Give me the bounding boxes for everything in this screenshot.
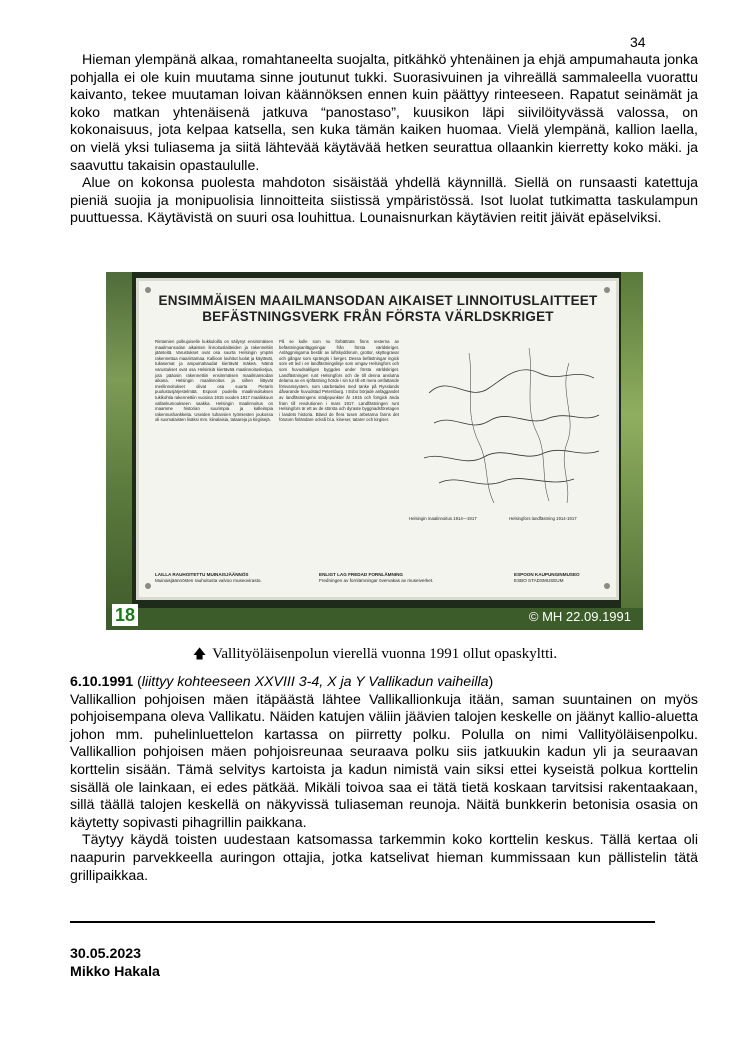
screw-icon xyxy=(145,583,151,589)
screw-icon xyxy=(604,583,610,589)
info-sign xyxy=(136,278,619,600)
photo-copyright: © MH 22.09.1991 xyxy=(528,609,631,624)
sign-footer-sv: ENLIGT LAG FREDAD FORNLÄMNING Fredningen av fornlämningar övervakas av museiverket. xyxy=(319,572,434,583)
entry-date: 6.10.1991 xyxy=(70,674,134,690)
paragraph: Alue on kokonsa puolesta mahdoton sisäistää yhdellä käynnillä. Siellä on runsaasti katettuja pieniä suojia ja monipuolisia linnoitteita siistissä ympäristössä. Isot luolat tutkimatta taskulampun puuttuessa. Käytävistä on suuri osa louhittua. Lounaisnurkan käytävien reitit jäivät epäselviksi. xyxy=(70,175,698,227)
paragraph: Vallikallion pohjoisen mäen itäpäästä lähtee Vallikallionkuja itään, saman suuntainen on myös pohjoisempana oleva Vallikatu. Näiden katujen väliin jäävien talojen keskelle on jäänyt kallio-aluetta johon mm. puhelinluettelon kartassa on piirretty polku. Polulla on nimi Vallityöläisenpolku. Vallikallion pohjoisen mäen pohjoisreunaa seuraava polku siis jatkuukin kadun yli ja seuraavan korttelin sisään. Tämä selvitys kartoista ja kadun nimistä vain siksi ettei kyseistä polkua korttelin sisällä ole lainkaan, ei edes pätkää. Mikäli toivoa saa ei tätä tietä koskaan tarvitsisi rakentaakaan, sillä täällä talojen keskellä on näkyvissä tuliaseman reunoja. Näitä bunkkerin betonisia osasia on käytetty sopivasti pihagrillin paikkana. xyxy=(70,691,698,831)
photo-number-badge: 18 xyxy=(112,604,138,626)
page-number: 34 xyxy=(630,34,646,50)
sign-title-fi: ENSIMMÄISEN MAAILMANSODAN AIKAISET LINNOITUSLAITTEET xyxy=(158,293,598,308)
signature-date: 30.05.2023 xyxy=(70,946,142,962)
sign-photo xyxy=(106,272,643,630)
photo-caption xyxy=(0,645,750,667)
foliage-right xyxy=(621,272,643,630)
caption-text: Vallityöläisenpolun vierellä vuonna 1991 ollut opaskyltti. xyxy=(212,646,558,662)
entry-heading: 6.10.1991 (liittyy kohteeseen XXVIII 3-4, X ja Y Vallikadun vaiheilla) xyxy=(70,674,494,690)
signature-author: Mikko Hakala xyxy=(70,964,160,980)
top-text-block xyxy=(70,52,698,228)
sign-footer-fi: LAILLA RAUHOITETTU MUINAISJÄÄNNÖS Muinaisjäännösten rauhoitusta valvoo museovirasto. xyxy=(155,572,262,583)
sign-title xyxy=(153,293,603,325)
sign-footer-museum: ESPOON KAUPUNGINMUSEO ESBO STADSMUSEUM xyxy=(514,572,580,583)
bottom-text-block xyxy=(70,674,698,885)
paragraph: Hieman ylempänä alkaa, romahtaneelta suojalta, pitkähkö yhtenäinen ja ehjä ampumahauta jonka pohjalla ei ole kuin muutama sinne joutunut tukki. Suorasivuinen ja vihreällä sammaleella vuorattu kaivanto, tekee muutaman loivan käännöksen ennen kuin päättyy rinteeseen. Rapatut seinämät ja koko matkan yhtenäisenä jatkuva “panostaso”, kuusikon läpi siivilöityvässä valossa, on kokonaisuus, jota kelpaa katsella, sen kuka tämän kaiken huomaa. Vielä ylempänä, kallion laella, on vielä yksi tuliasema ja siitä lähtevää käytävää hetken seurattua ollaankin kierretty koko mäki. ja saavuttu takaisin opastaululle. xyxy=(70,52,698,174)
sign-title-sv: BEFÄSTNINGSVERK FRÅN FÖRSTA VÄRLDSKRIGET xyxy=(202,309,554,324)
screw-icon xyxy=(145,287,151,293)
fortification-map xyxy=(409,333,609,511)
sign-text-swedish: På se kulle som nu förbättrats finns resterna av befästningsanläggningar från första världskriget. Anläggningarna består av luftskyddsrum, grottor, skyttegravar och gångar som sprängts i berget. Dessa befästningar ingick som ett led i en landfästningslinje som omgav Helsingfors och som huvudsakligen byggdes under första världskriget. Landfästningen runt Helsingfors och de till denna anslutna delarna av en sjöfästning hörde i sin tur till ett mera omfattande försvarssystem, som utarbetades med tanke på Rysslands dåvarande huvudstad Petersburg. I Esbo började anläggandet av landfästningens stödjepunkter år 1915 och fortgick ända fram till revolutionen i mars 1917. Landfästningen runt Helsingfors är ett av de största och dyraste byggnadsföretagen i landets historia. Bland de flera tusen arbetarna fanns det förutom finländare också bl.a. kineser, tatarer och kirgiser. xyxy=(279,339,399,423)
foliage-left xyxy=(106,272,132,630)
screw-icon xyxy=(604,287,610,293)
entry-note: liittyy kohteeseen XXVIII 3-4, X ja Y Vallikadun vaiheilla xyxy=(141,674,489,690)
paragraph: Täytyy käydä toisten uudestaan katsomassa tarkemmin koko korttelin keskus. Tällä kertaa oli naapurin parvekkeella auringon ottajia, jotka katselivat hieman kummissaan kun pällistelin tätä grillipaikkaa. xyxy=(70,832,698,884)
divider xyxy=(70,921,655,923)
arrow-up-icon: 🡅 xyxy=(192,647,207,662)
map-caption-fi: Helsingin maalinnoitus 1914—1917 xyxy=(409,516,477,521)
map-caption-sv: Helsingfors landfästning 1914-1917 xyxy=(509,516,577,521)
sign-text-finnish: Rintamien polkujoiselle kukkuloilla on säilynyt ensimmäisen maailmansodan aikaisten linnoituslaitteiden ja rakenneltiin jäänteitä. Varustukset ovat osa suurta Helsingin ympäri rakennettua maarintamaa. Kallioon louhitut luolat ja käytävät, tuliasemat ja ampumahaudat kiertävät mäkeä. Nämä varustukset ovat osa Helsinkiä kiertävää maalinnoitusketjua, jota pääosin rakennettiin ensimmäisen maailmansodan aikana. Helsingin maalinnoitus ja siihen liittyvät merilinnoitukset olivat osa suurta Pietarin puolustusjärjestelmää. Espoon puolella maalinnoituksen tukikohtia rakennettiin vuosina 1915 vuoden 1917 maaliskuun vallankumoukseen saakka. Helsingin maalinnoitus on maamme historian suurimpia ja kalleimpia rakennushankkeita. Useiden tuhansien työmiesten joukossa oli suomalaisten lisäksi mm. kiinalaisia, tataareja ja kirgiisejä. xyxy=(155,339,273,423)
